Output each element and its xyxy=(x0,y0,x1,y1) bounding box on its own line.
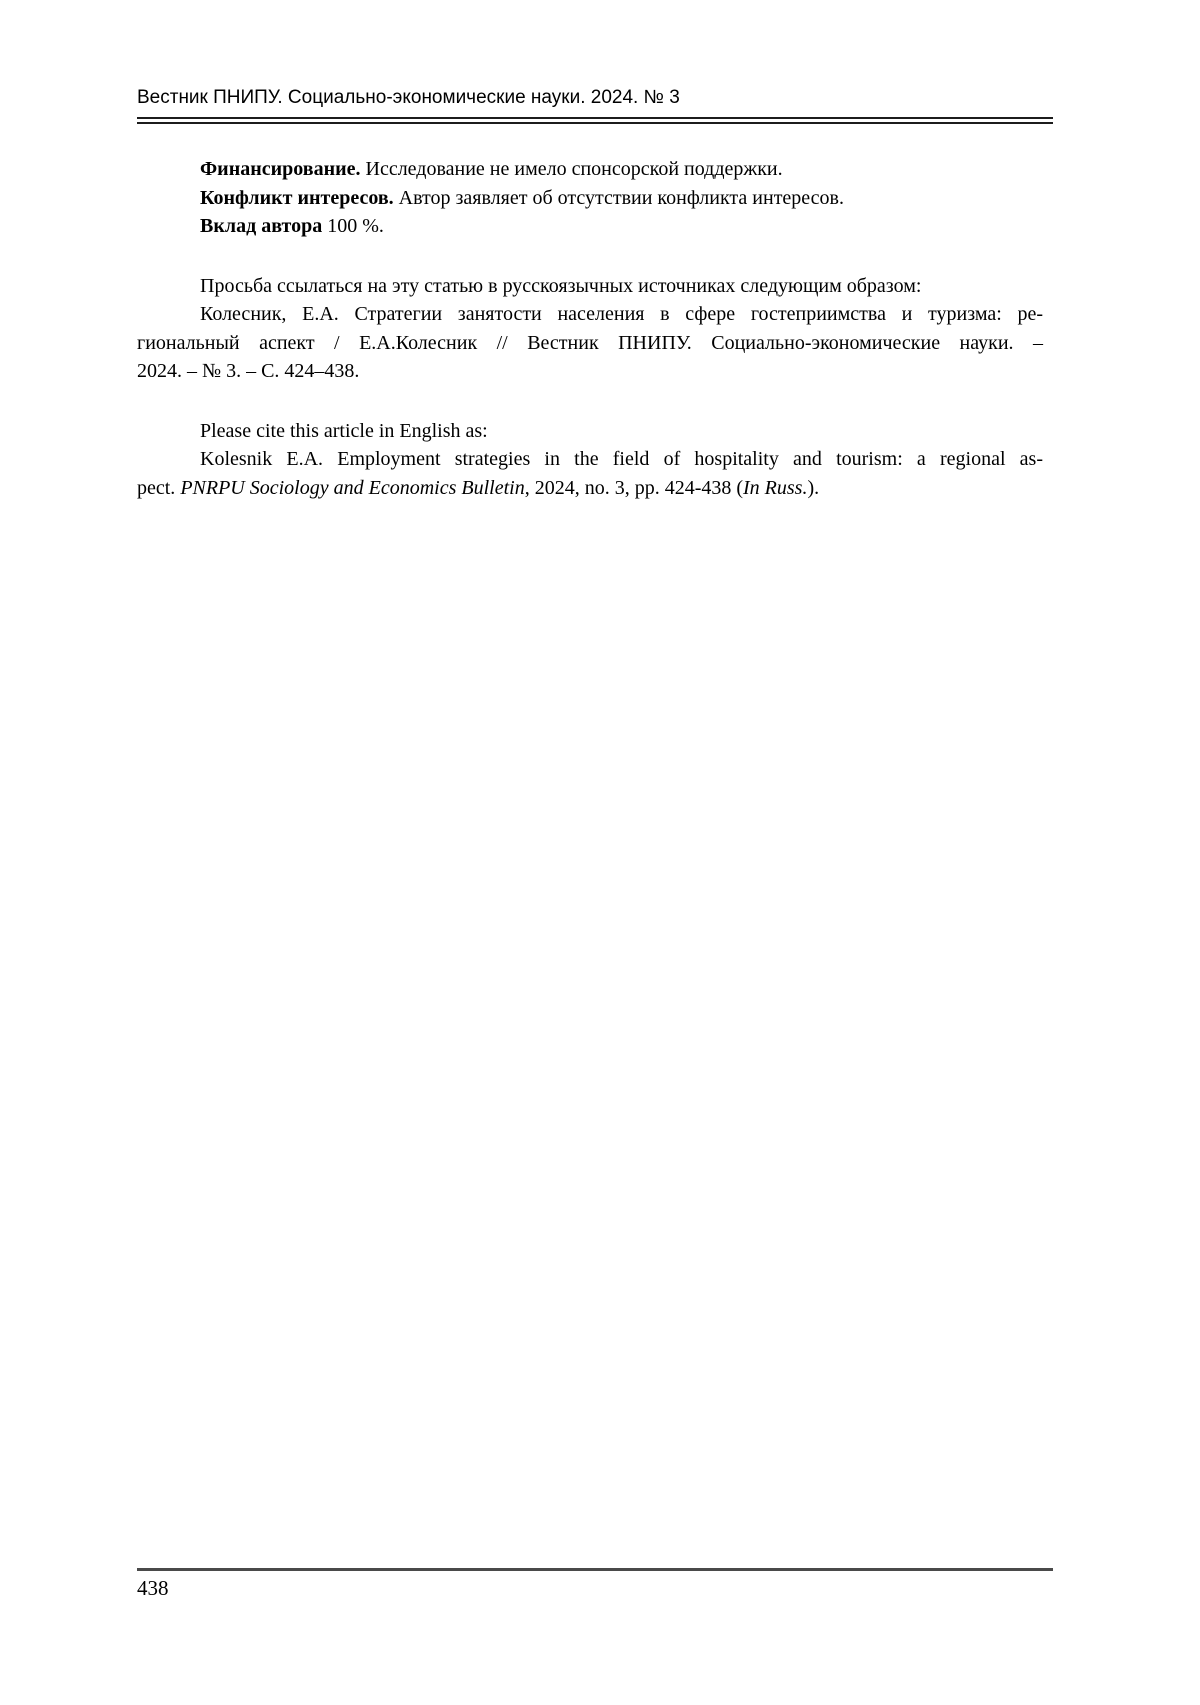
text-line xyxy=(137,272,1043,301)
text-segment: Колесник, Е.А. Стратегии занятости населения в сфере гостеприимства и туризма: ре- xyxy=(200,303,1043,325)
text-segment: 100 %. xyxy=(322,215,384,237)
text-line xyxy=(137,329,1043,358)
text-line xyxy=(137,212,1043,241)
page-number: 438 xyxy=(137,1576,169,1600)
text-line xyxy=(137,155,1043,184)
text-segment: In Russ. xyxy=(743,476,808,499)
funding-statement-block xyxy=(137,155,1043,241)
russian-citation-block xyxy=(137,272,1043,386)
text-segment: Просьба ссылаться на эту статью в русскоязычных источниках следующим образом: xyxy=(200,274,922,297)
text-segment: Финансирование. xyxy=(200,158,361,180)
text-segment: 2024. – № 3. – С. 424–438. xyxy=(137,360,360,382)
text-line xyxy=(137,474,1043,503)
text-segment: Please cite this article in English as: xyxy=(200,419,488,442)
text-segment: гиональный аспект / Е.А.Колесник // Вестник ПНИПУ. Социально-экономические науки. – xyxy=(137,331,1043,354)
text-segment: Автор заявляет об отсутствии конфликта интересов. xyxy=(393,186,845,209)
text-line xyxy=(137,357,1043,386)
text-segment: ). xyxy=(807,476,820,499)
text-segment: pect. xyxy=(137,476,181,499)
text-segment: Вклад автора xyxy=(200,215,323,237)
text-line xyxy=(137,184,1043,213)
header-double-rule xyxy=(137,117,1053,124)
english-citation-block xyxy=(137,417,1043,503)
text-segment: Исследование не имело спонсорской поддержки. xyxy=(360,158,783,180)
text-segment: Конфликт интересов. xyxy=(200,186,394,209)
text-segment: , 2024, no. 3, pp. 424-438 ( xyxy=(524,476,744,499)
text-line xyxy=(137,417,1043,446)
text-line xyxy=(137,445,1043,474)
text-segment: PNRPU Sociology and Economics Bulletin xyxy=(180,476,525,499)
page-body xyxy=(137,155,1043,502)
text-line xyxy=(137,300,1043,329)
text-segment: Kolesnik E.A. Employment strategies in the field of hospitality and tourism: a regional as- xyxy=(200,448,1043,470)
footer-rule xyxy=(137,1568,1053,1571)
journal-header-title: Вестник ПНИПУ. Социально-экономические науки. 2024. № 3 xyxy=(137,87,680,108)
